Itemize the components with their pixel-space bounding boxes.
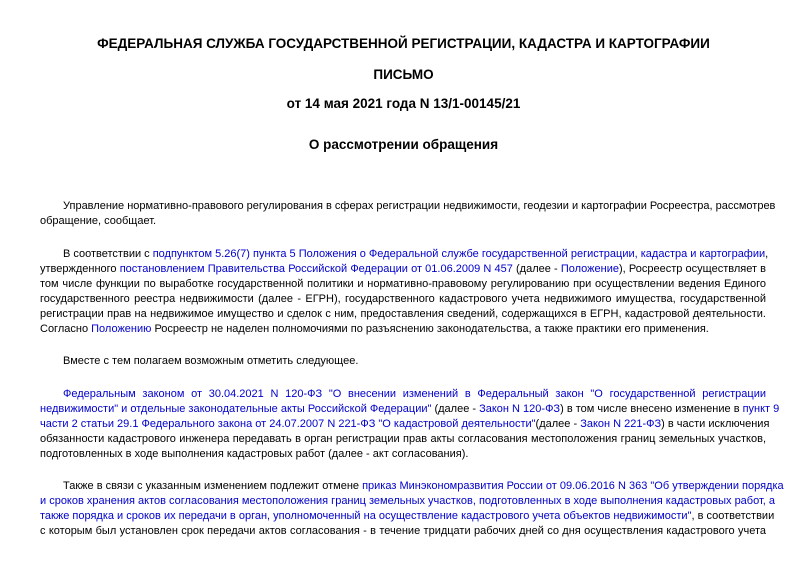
paragraph-line: обращение, сообщает. [40,215,157,227]
paragraph-line: утвержденного постановлением Правительства Российской Федерации от 01.06.2009 N 457 (далее - Положение), Росреестр осуществляет в [40,263,766,275]
link-regulation-ref[interactable]: Положению [91,323,152,335]
paragraph-line: государственного реестра недвижимости (далее - ЕГРН), государственного кадастрового учета недвижимого имущества, государственной [40,293,766,305]
link-law-120[interactable]: Закон N 120-ФЗ [479,403,561,415]
paragraph-line: недвижимости" и отдельные законодательные акты Российской Федерации" (далее - Закон N 120-ФЗ) в том числе внесено изменение в пункт 9 [40,403,780,415]
document-date-number: от 14 мая 2021 года N 13/1-00145/21 [286,96,521,111]
paragraph-line: подготовленных в ходе выполнения кадастровых работ (далее - акт согласования). [40,448,469,460]
paragraph-line: с которым был установлен срок передачи актов согласования - в течение тридцати рабочих дней со дня осуществления кадастрового учета [40,525,766,537]
paragraph-line: Согласно Положению Росреестр не наделен полномочиями по разъяснению законодательства, а также практики его применения. [40,323,709,335]
link-ministry-order-end[interactable]: также порядка и сроков их передачи в орган, уполномоченный на осуществление кадастрового учета объектов недвижимости" [40,510,692,522]
document-type: ПИСЬМО [373,67,434,82]
paragraph-line: части 2 статьи 29.1 Федерального закона от 24.07.2007 N 221-ФЗ "О кадастровой деятельности"(далее - Закон N 221-ФЗ) в части исключения [40,418,770,430]
document-subject: О рассмотрении обращения [308,137,499,152]
link-government-decree[interactable]: постановлением Правительства Российской Федерации от 01.06.2009 N 457 [119,263,513,275]
link-ministry-order-cont[interactable]: и сроков хранения актов согласования местоположения границ земельных участков, подготовленных в ходе выполнения кадастровых работ, а [40,495,776,507]
link-regulation-subpoint[interactable]: подпунктом 5.26(7) пункта 5 Положения о Федеральной службе государственной регистрации, кадастра и картографии [152,248,766,260]
paragraph-line: В соответствии с подпунктом 5.26(7) пункта 5 Положения о Федеральной службе государственной регистрации, кадастра и картографии, [63,248,769,260]
paragraph-line: регистрации прав на недвижимое имущество и сделок с ним, предоставления сведений, содержащихся в ЕГРН, кадастровой деятельности. [40,308,766,320]
agency-title: ФЕДЕРАЛЬНАЯ СЛУЖБА ГОСУДАРСТВЕННОЙ РЕГИСТРАЦИИ, КАДАСТРА И КАРТОГРАФИИ [97,36,710,51]
link-federal-law-120[interactable]: Федеральным законом от 30.04.2021 N 120-ФЗ "О внесении изменений в Федеральный закон "О государственной регистрации [63,388,766,400]
link-federal-law-120-cont[interactable]: недвижимости" и отдельные законодательные акты Российской Федерации" [40,403,432,415]
link-regulation[interactable]: Положение [560,263,619,275]
paragraph-line: Вместе с тем полагаем возможным отметить следующее. [63,355,359,367]
link-article-29-1[interactable]: части 2 статьи 29.1 Федерального закона от 24.07.2007 N 221-ФЗ "О кадастровой деятельности" [40,418,536,430]
link-law-221[interactable]: Закон N 221-ФЗ [580,418,662,430]
paragraph-line: также порядка и сроков их передачи в орган, уполномоченный на осуществление кадастрового учета объектов недвижимости", в соответствии [40,510,775,522]
paragraph-line: обязанности кадастрового инженера передавать в орган регистрации прав акты согласования местоположения границ земельных участков, [40,433,766,445]
link-ministry-order[interactable]: приказ Минэкономразвития России от 09.06.2016 N 363 "Об утверждении порядка [362,480,784,492]
paragraph-line: том числе функции по выработке государственной политики и нормативно-правовому регулированию при осуществлении ведения Единого [40,278,766,290]
paragraph-line: Управление нормативно-правового регулирования в сферах регистрации недвижимости, геодезии и картографии Росреестра, рассмотрев [63,200,776,212]
paragraph-line: Также в связи с указанным изменением подлежит отмене приказ Минэкономразвития России от 09.06.2016 N 363 "Об утверждении порядка [63,480,784,492]
link-point-9[interactable]: пункт 9 [742,403,780,415]
